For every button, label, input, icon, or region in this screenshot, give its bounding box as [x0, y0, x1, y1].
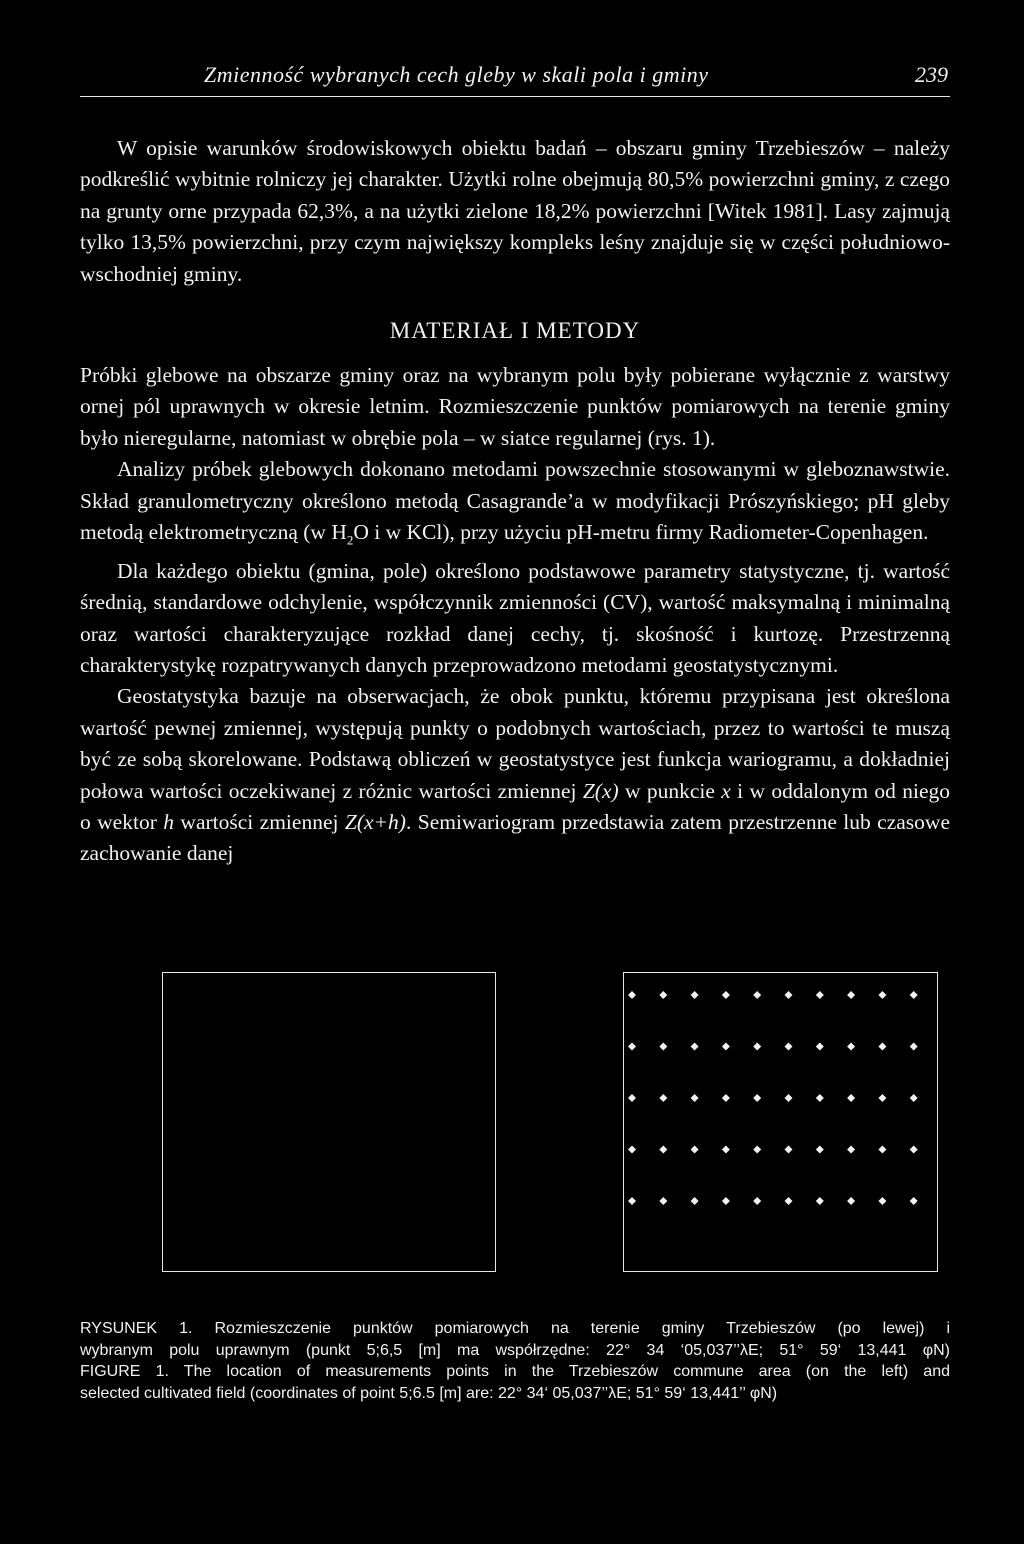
- measurement-point: [722, 1146, 730, 1154]
- measurement-point: [722, 991, 730, 999]
- measurement-point: [910, 1197, 918, 1205]
- measurement-point: [816, 991, 824, 999]
- field-grid-figure: [623, 972, 938, 1272]
- measurement-point: [785, 1043, 793, 1051]
- page-number: 239: [915, 62, 948, 87]
- measurement-point: [753, 991, 761, 999]
- measurement-point: [722, 1094, 730, 1102]
- measurement-point: [878, 1043, 886, 1051]
- paragraph-environment: W opisie warunków środowiskowych obiektu badań – obszaru gminy Trzebieszów – należy podkreślić wybitnie rolniczy jej charakter. Użytki rolne obejmują 80,5% powierzchni gminy, z czego na grunty orne przypada 62,3%, a na użytki zielone 18,2% powierzchni [Witek 1981]. Lasy zajmują tylko 13,5% powierzchni, przy czym największy kompleks leśny znajduje się w części południowo-wschodniej gminy.: [80, 136, 950, 286]
- measurement-point: [691, 991, 699, 999]
- geostat-zxh: Z(x+h): [344, 810, 406, 835]
- measurement-point: [691, 1146, 699, 1154]
- caption-line-4: selected cultivated field (coordinates of point 5;6.5 [m] are: 22° 34‘ 05,037’’λE; 51° 59‘ 13,441’’ φN): [80, 1384, 778, 1402]
- measurement-point: [753, 1094, 761, 1102]
- measurement-point: [878, 1094, 886, 1102]
- measurement-point: [722, 1043, 730, 1051]
- measurement-point: [628, 1146, 636, 1154]
- measurement-point: [691, 1094, 699, 1102]
- paragraph-analyses: [80, 454, 950, 556]
- geostat-text-b: w punkcie: [618, 778, 722, 803]
- measurement-point: [753, 1146, 761, 1154]
- measurement-point: [659, 1146, 667, 1154]
- measurement-point: [847, 991, 855, 999]
- measurement-point: [691, 1043, 699, 1051]
- measurement-point: [628, 991, 636, 999]
- geostat-text-c: i w oddalonym od niego o wektor: [80, 778, 951, 835]
- paragraph-sampling: Próbki glebowe na obszarze gminy oraz na wybranym polu były pobierane wyłącznie z warstwy ornej pól uprawnych w okresie letnim. Rozmieszczenie punktów pomiarowych na terenie gminy było nieregularne, natomiast w obrębie pola – w siatce regularnej (rys. 1).: [80, 363, 950, 450]
- geostat-zx: Z(x): [582, 778, 619, 803]
- measurement-point: [816, 1043, 824, 1051]
- measurement-point: [659, 991, 667, 999]
- analyses-text-2: O i w KCl), przy użyciu pH-metru firmy Radiometer-Copenhagen.: [353, 520, 929, 545]
- running-header: [80, 62, 950, 97]
- measurement-point: [785, 1094, 793, 1102]
- measurement-point: [785, 1197, 793, 1205]
- measurement-point: [816, 1094, 824, 1102]
- measurement-point: [659, 1197, 667, 1205]
- measurement-point: [628, 1094, 636, 1102]
- measurement-point: [659, 1094, 667, 1102]
- measurement-point: [753, 1043, 761, 1051]
- measurement-point: [847, 1094, 855, 1102]
- paragraph-statistics: Dla każdego obiektu (gmina, pole) określono podstawowe parametry statystyczne, tj. wartość średnią, standardowe odchylenie, współczynnik zmienności (CV), wartość maksymalną i minimalną oraz wartości charakteryzujące rozkład danej cechy, tj. skośność i kurtozę. Przestrzenną charakterystykę rozpatrywanych danych przeprowadzono metodami geostatystycznymi.: [80, 558, 950, 677]
- caption-line-2: wybranym polu uprawnym (punkt 5;6,5 [m] ma współrzędne: 22° 34 ‘05,037’’λE; 51° 59‘ 13,441 φN): [80, 1341, 950, 1359]
- measurement-point: [847, 1043, 855, 1051]
- section-title: MATERIAŁ I METODY: [389, 318, 641, 344]
- measurement-point: [691, 1197, 699, 1205]
- water-subscript: 2: [346, 532, 354, 548]
- geostat-x: x: [721, 778, 731, 803]
- geostat-text-a: Geostatystyka bazuje na obserwacjach, że obok punktu, któremu przypisana jest określona wartość pewnej zmiennej, występują punkty o podobnych wartościach, przez to wartości te muszą być ze sobą skorelowane. Podstawą obliczeń w geostatystyce jest funkcja wariogramu, a dokładniej połowa wartości oczekiwanej z różnic wartości zmiennej: [80, 684, 950, 803]
- measurement-point: [847, 1146, 855, 1154]
- measurement-point: [753, 1197, 761, 1205]
- analyses-text-1: Analizy próbek glebowych dokonano metodami powszechnie stosowanymi w gleboznawstwie. Skład granulometryczny określono metodą Casagrande’a w modyfikacji Prószyńskiego; pH gleby metodą elektrometryczną (w H: [80, 457, 950, 545]
- measurement-point: [878, 991, 886, 999]
- measurement-point: [785, 991, 793, 999]
- measurement-point: [785, 1146, 793, 1154]
- commune-area-figure: [162, 972, 496, 1272]
- paragraph-geostatistics: [80, 681, 950, 869]
- measurement-point: [816, 1146, 824, 1154]
- measurement-point: [910, 991, 918, 999]
- measurement-point: [816, 1197, 824, 1205]
- measurement-point: [659, 1043, 667, 1051]
- caption-line-3: FIGURE 1. The location of measurements points in the Trzebieszów commune area (on the left) and: [80, 1363, 950, 1380]
- measurement-point: [878, 1197, 886, 1205]
- geostat-h: h: [163, 810, 175, 835]
- geostat-text-d: wartości zmiennej: [174, 810, 345, 835]
- measurement-point: [628, 1197, 636, 1205]
- measurement-point: [910, 1043, 918, 1051]
- measurement-point: [722, 1197, 730, 1205]
- measurement-point: [878, 1146, 886, 1154]
- measurement-point: [910, 1146, 918, 1154]
- measurement-point: [910, 1094, 918, 1102]
- body-text: [80, 133, 950, 870]
- running-title: Zmienność wybranych cech gleby w skali pola i gminy: [204, 62, 709, 87]
- field-grid-points: [624, 973, 939, 1273]
- figure-caption: [80, 1318, 950, 1404]
- measurement-point: [847, 1197, 855, 1205]
- geostat-text-e: . Semiwariogram przedstawia zatem przestrzenne lub czasowe zachowanie danej: [80, 810, 950, 866]
- measurement-point: [628, 1043, 636, 1051]
- caption-line-1: RYSUNEK 1. Rozmieszczenie punktów pomiarowych na terenie gminy Trzebieszów (po lewej) i: [80, 1320, 950, 1337]
